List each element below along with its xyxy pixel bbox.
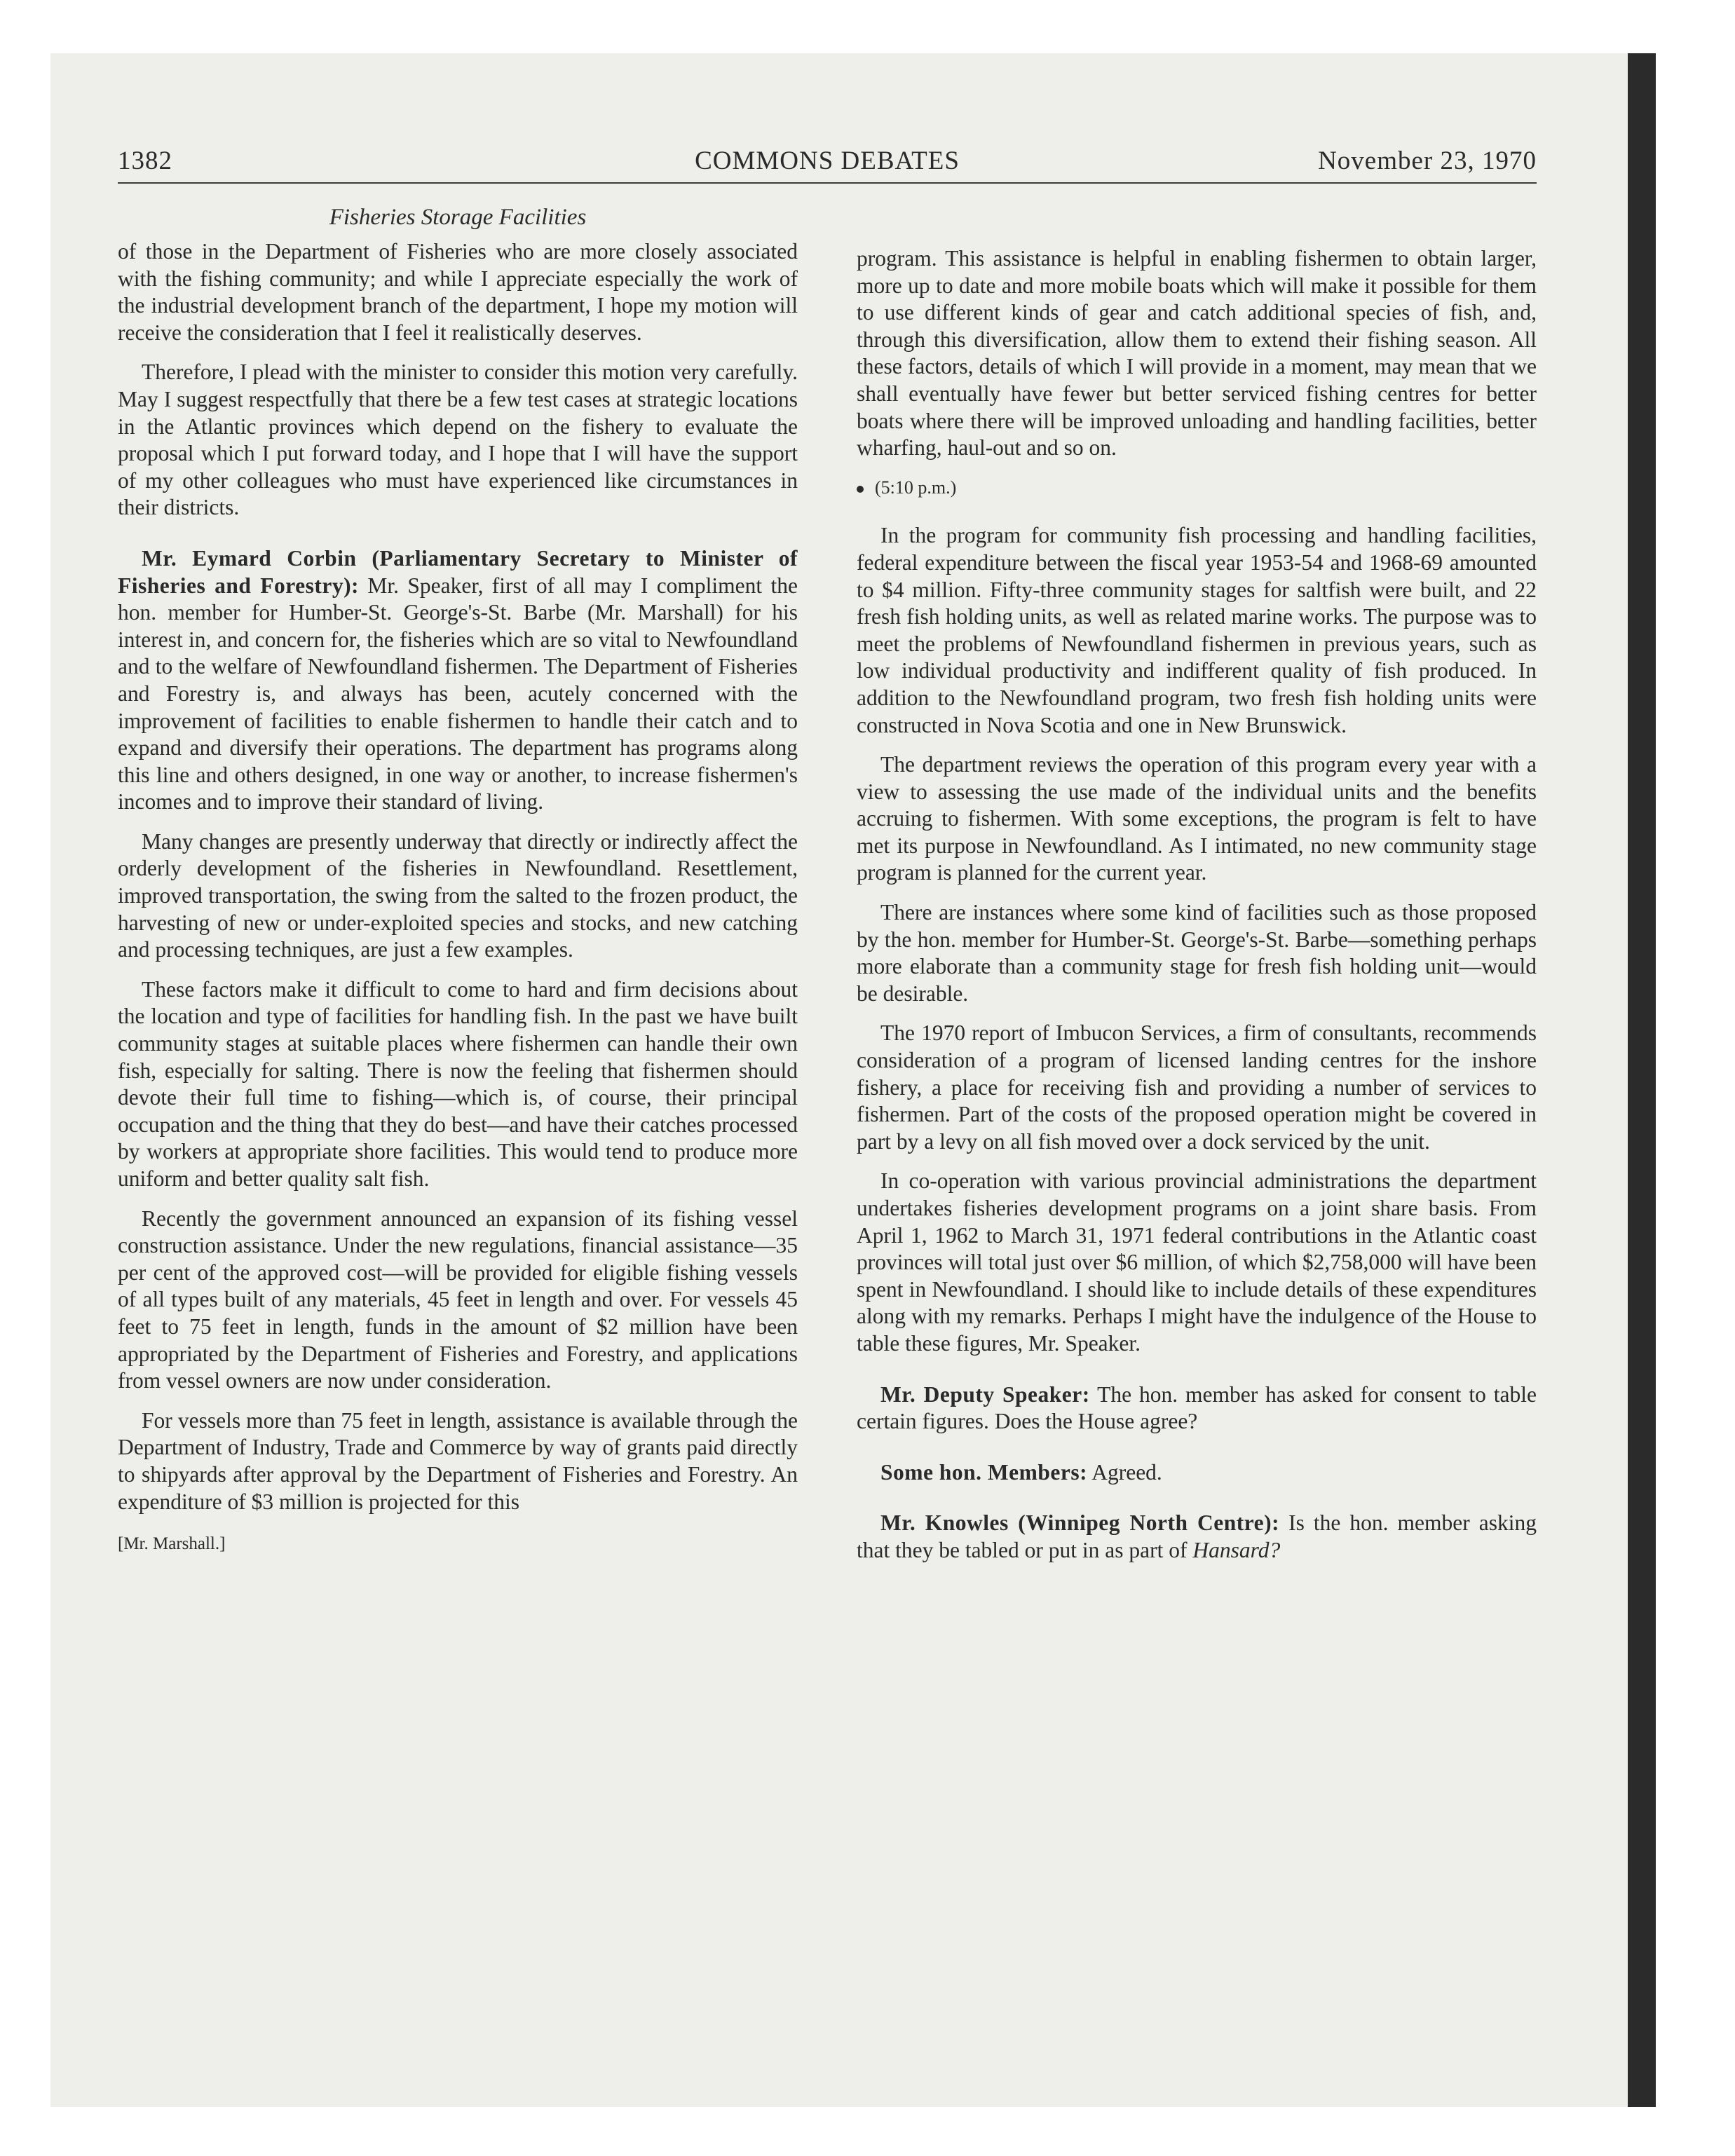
paragraph: The 1970 report of Imbucon Services, a firm of consultants, recommends consideration of a program of licensed landing centres for the inshore fishery, a place for receiving fish and providing a number of services to fishermen. Part of the costs of the proposed operation might be covered in part by a levy on all fish moved over a dock serviced by the unit. [857, 1021, 1537, 1154]
paragraph: Therefore, I plead with the minister to consider this motion very carefully. May I suggest respectfully that there be a few test cases at strategic locations in the Atlantic provinces which depend on the fishery to evaluate the proposal which I put forward today, and I hope that I will have the support of my other colleagues who must have experienced like circumstances in their districts. [118, 360, 798, 520]
header-rule [118, 182, 1537, 184]
paragraph: In co-operation with various provincial administrations the department undertakes fisheries development programs on a joint share basis. From April 1, 1962 to March 31, 1971 federal contributions in the Atlantic coast provinces will total just over $6 million, of which $2,758,000 will have been spent in Newfoundland. I should like to include details of these expenditures along with my remarks. Perhaps I might have the indulgence of the House to table these figures, Mr. Speaker. [857, 1168, 1537, 1356]
paragraph: Recently the government announced an expansion of its fishing vessel construction assistance. Under the new regulations, financial assistance—35 per cent of the approved cost—will be provided for eligible fishing vessels of all types built of any materials, 45 feet in length and over. For vessels 45 feet to 75 feet in length, funds in the amount of $2 million have been appropriated by the Department of Fisheries and Forestry, and applications from vessel owners are now under consideration. [118, 1206, 798, 1393]
section-subhead: Fisheries Storage Facilities [329, 205, 587, 230]
speaker-name: Mr. Deputy Speaker: [880, 1381, 1090, 1407]
paragraph: Many changes are presently underway that directly or indirectly affect the orderly development of the fisheries in Newfoundland. Resettlement, improved transportation, the swing from the salted to the frozen product, the harvesting of new or under-exploited species and stocks, and new catching and processing techniques, are just a few examples. [118, 828, 798, 962]
speaker-footer-note: [Mr. Marshall.] [118, 1534, 226, 1554]
speech-paragraph [118, 545, 798, 816]
italic-text: Hansard? [1192, 1537, 1281, 1562]
timestamp [857, 475, 1537, 502]
publication-date: November 23, 1970 [1318, 146, 1537, 175]
speech-paragraph [857, 1459, 1537, 1487]
timestamp-text: (5:10 p.m.) [875, 477, 957, 498]
page-number: 1382 [118, 146, 172, 175]
speaker-name: Some hon. Members: [880, 1459, 1088, 1485]
speech-text: Agreed. [1087, 1459, 1162, 1485]
bullet-icon [857, 486, 864, 493]
paragraph: program. This assistance is helpful in enabling fishermen to obtain larger, more up to date and more mobile boats which will make it possible for them to use different kinds of gear and catch additional species of fish, and, through this diversification, allow them to extend their fishing season. All these factors, details of which I will provide in a moment, may mean that we shall eventually have fewer but better serviced fishing centres for better boats where there will be improved unloading and handling facilities, better wharfing, haul-out and so on. [857, 246, 1537, 460]
left-column [118, 203, 798, 1571]
speech-text: Mr. Speaker, first of all may I compliment the hon. member for Humber-St. George's-St. Barbe (Mr. Marshall) for his interest in, and concern for, the fisheries which are so vital to Newfoundland and to the welfare of Newfoundland fishermen. The Department of Fisheries and Forestry is, and always has been, acutely concerned with the improvement of facilities to enable fishermen to handle their catch and to expand and diversify their operations. The department has programs along this line and others designed, in one way or another, to increase fishermen's incomes and to improve their standard of living. [118, 573, 798, 814]
speech-paragraph [857, 1510, 1537, 1564]
right-column [857, 245, 1537, 1577]
paragraph: of those in the Department of Fisheries who are more closely associated with the fishing community; and while I appreciate especially the work of the industrial development branch of the department, I hope my motion will receive the consideration that I feel it realistically deserves. [118, 239, 798, 345]
paragraph: For vessels more than 75 feet in length, assistance is available through the Department of Industry, Trade and Commerce by way of grants paid directly to shipyards after approval by the Department of Fisheries and Forestry. An expenditure of $3 million is projected for this [118, 1407, 798, 1514]
paragraph: These factors make it difficult to come to hard and firm decisions about the location and type of facilities for handling fish. In the past we have built community stages at suitable places where fishermen can handle their own fish, especially for salting. There is now the feeling that fishermen should devote their full time to fishing—which is, of course, their principal occupation and the thing that they do best—and have their catches processed by workers at appropriate shore facilities. This would tend to produce more uniform and better quality salt fish. [118, 976, 798, 1191]
speech-text: The hon. member has asked for consent to table certain figures. Does the House agree? [857, 1381, 1537, 1434]
speaker-name: Mr. Knowles (Winnipeg North Centre): [880, 1510, 1280, 1536]
page-header [118, 146, 1537, 185]
publication-title: COMMONS DEBATES [695, 146, 960, 175]
speech-paragraph [857, 1381, 1537, 1435]
paragraph: In the program for community fish processing and handling facilities, federal expenditure between the fiscal year 1953-54 and 1968-69 amounted to $4 million. Fifty-three community stages for saltfish were built, and 22 fresh fish holding units, as well as related marine works. The purpose was to meet the problems of Newfoundland fishermen in previous years, such as low individual productivity and indifferent quality of fish produced. In addition to the Newfoundland program, two fresh fish holding units were constructed in Nova Scotia and one in New Brunswick. [857, 523, 1537, 737]
paragraph: The department reviews the operation of this program every year with a view to assessing the use made of the individual units and the benefits accruing to fishermen. With some exceptions, the program is felt to have met its purpose in Newfoundland. As I intimated, no new community stage program is planned for the current year. [857, 752, 1537, 885]
paragraph: There are instances where some kind of facilities such as those proposed by the hon. member for Humber-St. George's-St. Barbe—something perhaps more elaborate than a community stage for fresh fish holding unit—would be desirable. [857, 900, 1537, 1006]
speech-text: Is the hon. member asking that they be tabled or put in as part of [857, 1510, 1537, 1562]
speaker-name: Mr. Eymard Corbin (Parliamentary Secretary to Minister of Fisheries and Forestry): [118, 545, 798, 598]
binding-edge [1628, 53, 1656, 2107]
